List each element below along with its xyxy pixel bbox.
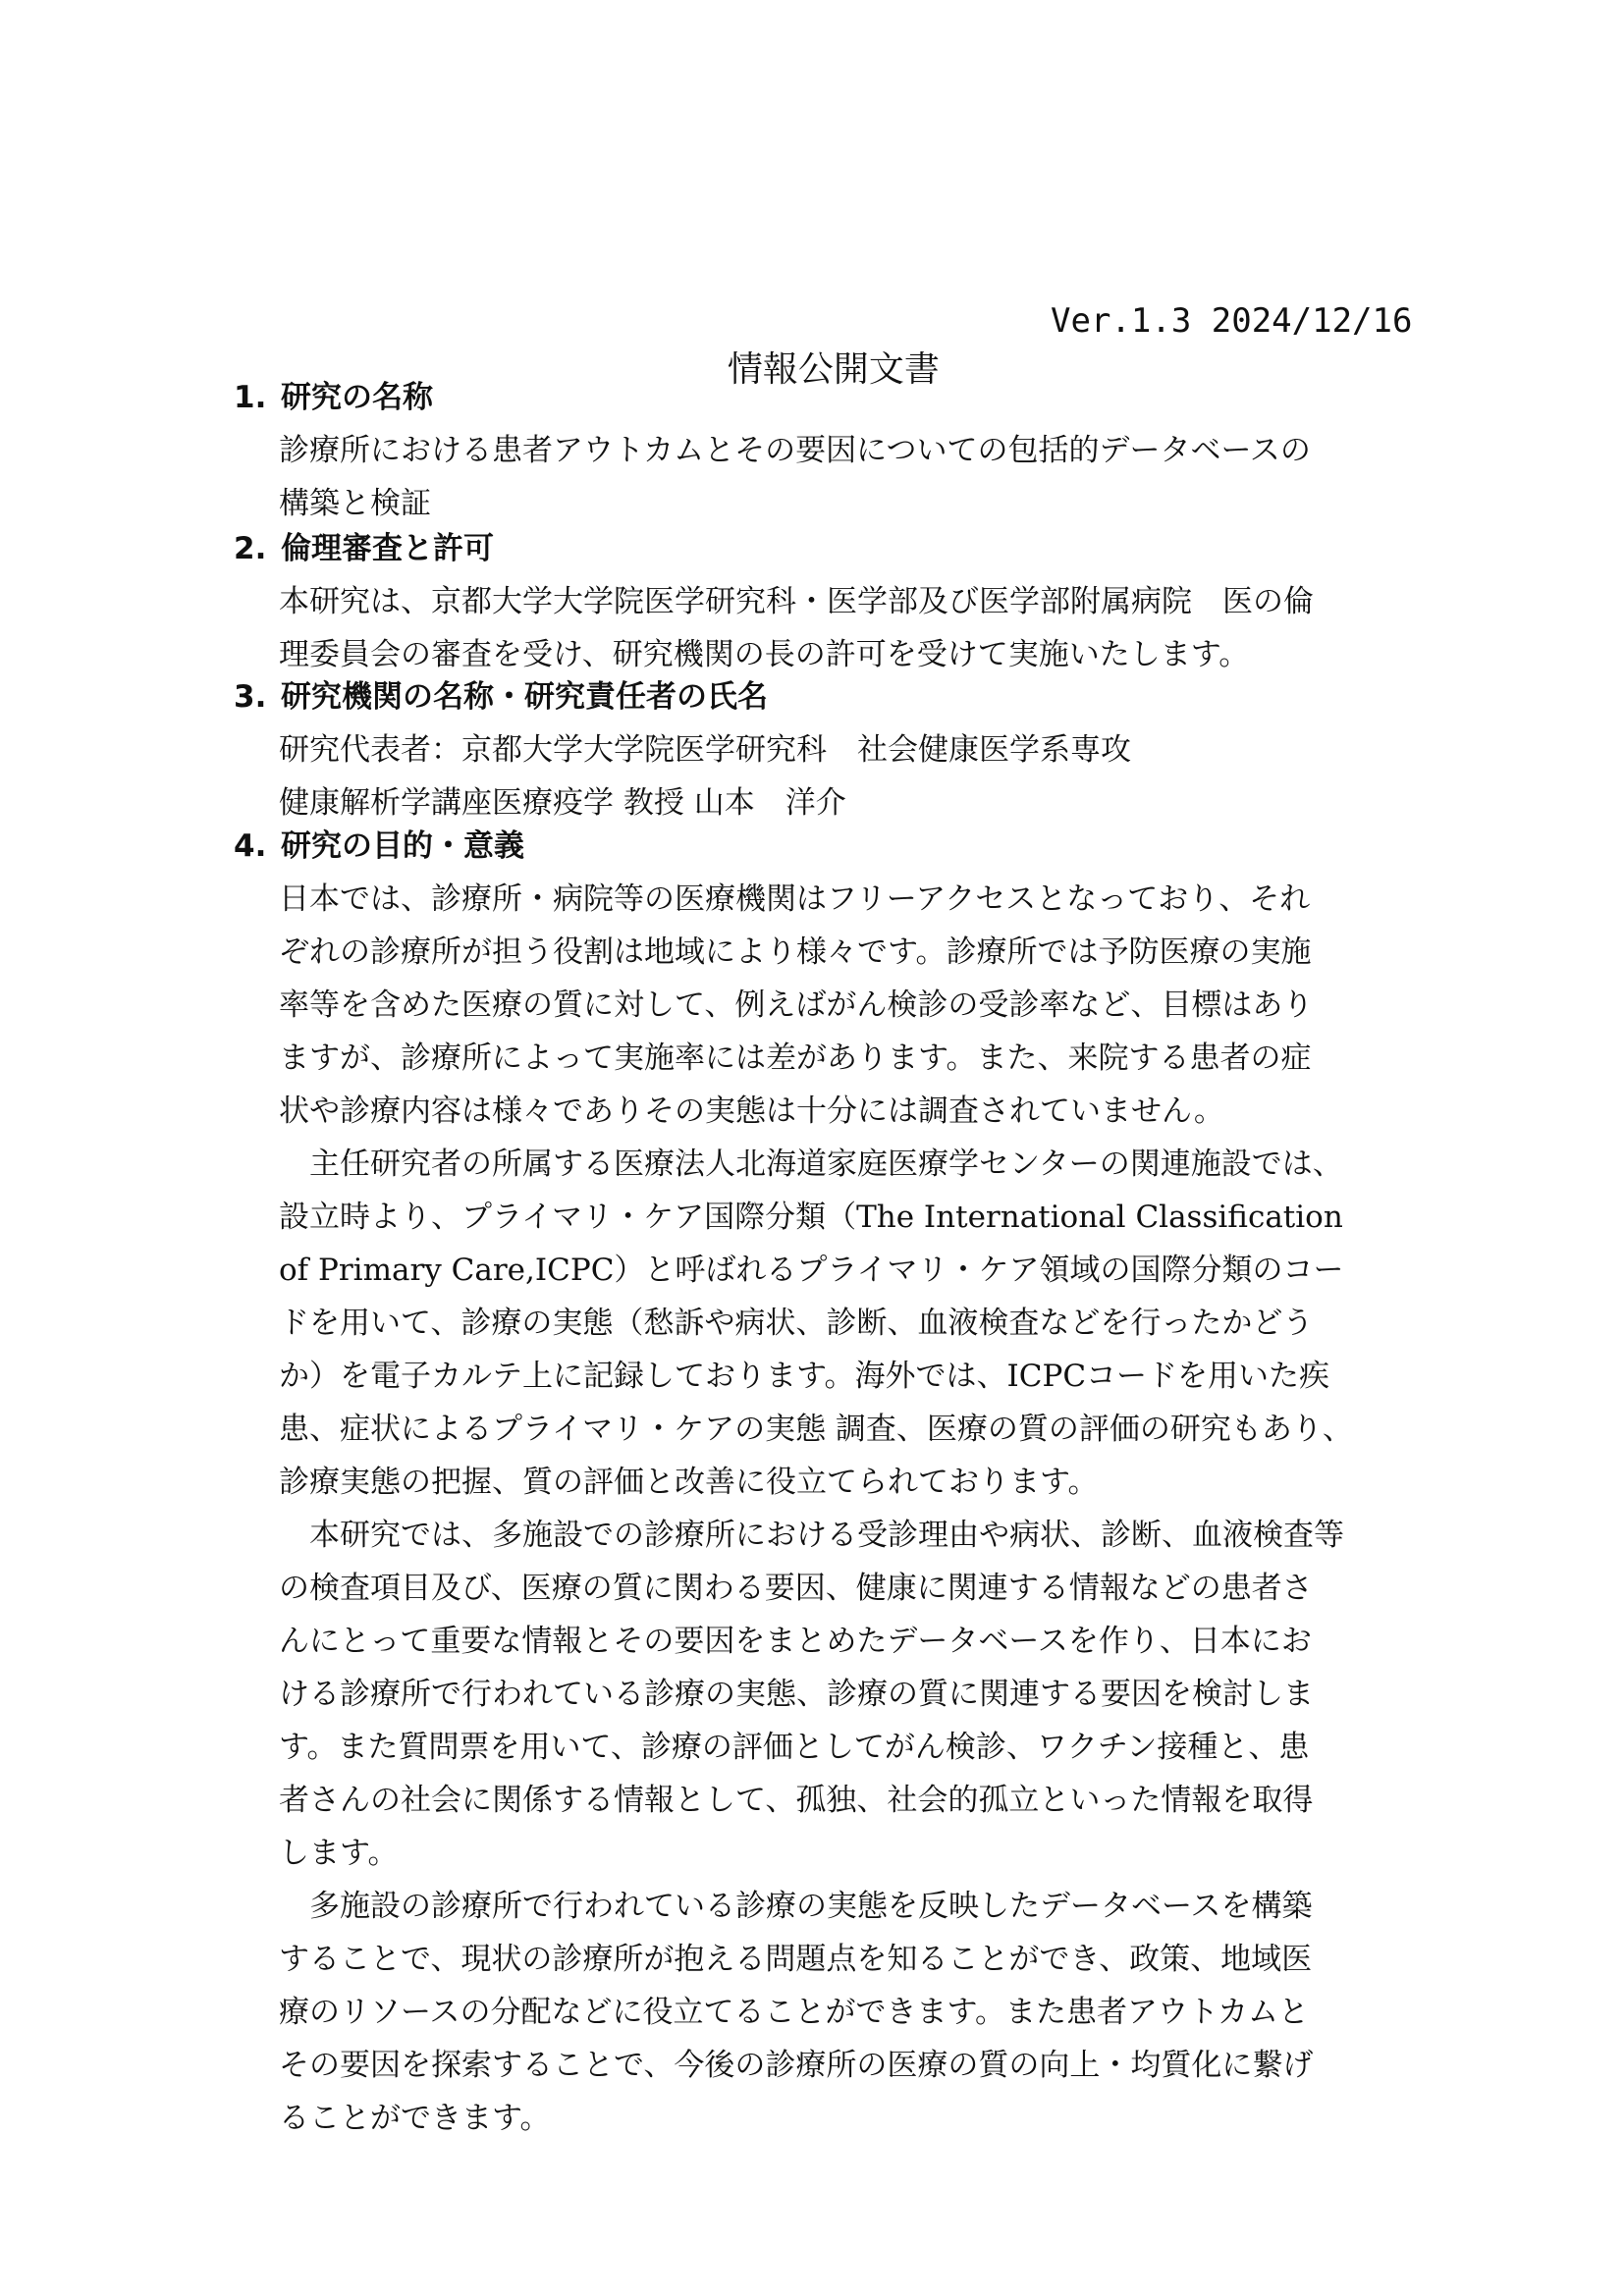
- section-2: [234, 522, 1412, 681]
- section-number: 3.: [234, 679, 267, 715]
- body-line: んにとって重要な情報とその要因をまとめたデータベースを作り、日本にお: [279, 1624, 1312, 1659]
- body-line: 主任研究者の所属する医療法人北海道家庭医療学センターの関連施設では、: [279, 1147, 1343, 1182]
- section-heading: [234, 522, 1412, 575]
- body-line: ることができます。: [279, 2101, 551, 2136]
- section-title: 研究の目的・意義: [281, 828, 524, 864]
- section-body: [279, 723, 1412, 829]
- body-line: 日本では、診療所・病院等の医療機関はフリーアクセスとなっており、それ: [279, 881, 1311, 917]
- body-line: 構築と検証: [279, 486, 431, 521]
- section-number: 2.: [234, 531, 267, 566]
- section-3: [234, 670, 1412, 829]
- body-line: 者さんの社会に関係する情報として、孤独、社会的孤立といった情報を取得: [279, 1783, 1314, 1818]
- body-line: 状や診療内容は様々でありその実態は十分には調査されていません。: [279, 1094, 1224, 1129]
- section-title: 研究の名称: [281, 380, 433, 415]
- body-line: 理委員会の審査を受け、研究機関の長の許可を受けて実施いたします。: [279, 637, 1250, 672]
- body-line: 研究代表者：京都大学大学院医学研究科 社会健康医学系専攻: [279, 732, 1131, 768]
- section-heading: [234, 820, 1412, 873]
- body-line: 健康解析学講座医療疫学 教授 山本 洋介: [279, 785, 846, 821]
- body-line: of Primary Care,ICPC）と呼ばれるプライマリ・ケア領域の国際分類のコー: [279, 1253, 1344, 1288]
- body-line: ますが、診療所によって実施率には差があります。また、来院する患者の症: [279, 1041, 1312, 1076]
- document-title: 情報公開文書: [727, 349, 940, 390]
- body-line: その要因を探索することで、今後の診療所の医療の質の向上・均質化に繋げ: [279, 2048, 1314, 2083]
- section-heading: [234, 670, 1412, 723]
- section-number: 1.: [234, 380, 267, 415]
- body-line: す。また質問票を用いて、診療の評価としてがん検診、ワクチン接種と、患: [279, 1730, 1310, 1765]
- body-line: 多施設の診療所で行われている診療の実態を反映したデータベースを構築: [279, 1889, 1313, 1924]
- section-body: [279, 575, 1412, 681]
- section-4: [234, 820, 1412, 2145]
- section-title: 倫理審査と許可: [281, 531, 494, 566]
- body-line: ける診療所で行われている診療の実態、診療の質に関連する要因を検討しま: [279, 1677, 1314, 1712]
- body-line: ぞれの診療所が担う役割は地域により様々です。診療所では予防医療の実施: [279, 934, 1312, 970]
- section-1: [234, 371, 1412, 530]
- body-line: 設立時より、プライマリ・ケア国際分類（The International Classification: [279, 1200, 1343, 1235]
- body-line: 本研究は、京都大学大学院医学研究科・医学部及び医学部附属病院 医の倫: [279, 584, 1314, 619]
- body-line: 本研究では、多施設での診療所における受診理由や病状、診断、血液検査等: [279, 1518, 1344, 1553]
- body-line: ドを用いて、診療の実態（愁訴や病状、診断、血液検査などを行ったかどう: [279, 1306, 1314, 1341]
- body-line: します。: [279, 1836, 399, 1871]
- body-line: することで、現状の診療所が抱える問題点を知ることができ、政策、地域医: [279, 1942, 1313, 1977]
- section-heading: [234, 371, 1412, 424]
- document-header: [705, 296, 1413, 390]
- document-version: Ver.1.3 2024/12/16: [1051, 301, 1413, 341]
- body-line: 診療実態の把握、質の評価と改善に役立てられております。: [279, 1465, 1099, 1500]
- body-line: 患、症状によるプライマリ・ケアの実態 調査、医療の質の評価の研究もあり、: [279, 1412, 1353, 1447]
- section-title: 研究機関の名称・研究責任者の氏名: [281, 679, 768, 715]
- body-line: の検査項目及び、医療の質に関わる要因、健康に関連する情報などの患者さ: [279, 1571, 1313, 1606]
- body-line: か）を電子カルテ上に記録しております。海外では、ICPCコードを用いた疾: [279, 1359, 1330, 1394]
- body-line: 療のリソースの分配などに役立てることができます。また患者アウトカムと: [279, 1995, 1310, 2030]
- body-line: 率等を含めた医療の質に対して、例えばがん検診の受診率など、目標はあり: [279, 988, 1314, 1023]
- section-body: [279, 873, 1412, 2145]
- body-line: 診療所における患者アウトカムとその要因についての包括的データベースの: [279, 433, 1311, 468]
- section-body: [279, 424, 1412, 530]
- section-number: 4.: [234, 828, 267, 864]
